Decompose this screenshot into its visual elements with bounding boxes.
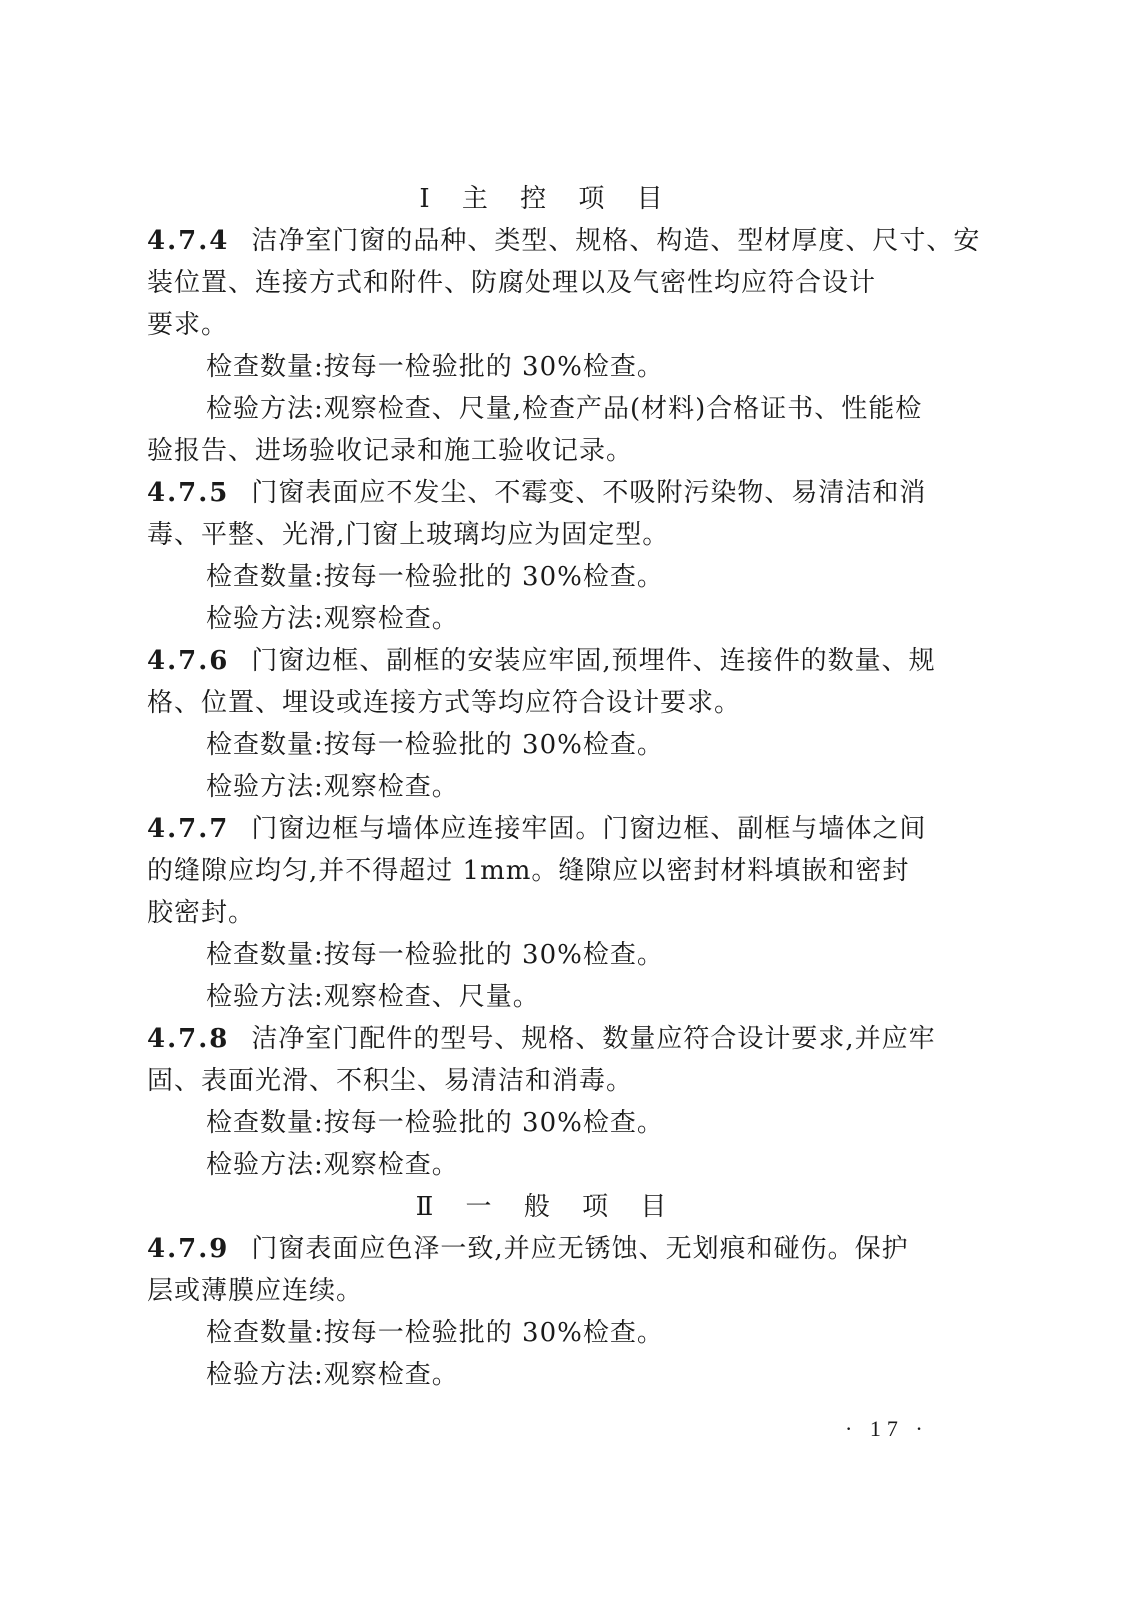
clause-number: 4.7.8 (147, 1024, 230, 1054)
section-heading-main-control: Ⅰ 主 控 项 目 (419, 184, 675, 214)
clause-4-7-5-check-method: 检验方法:观察检查。 (206, 604, 459, 634)
clause-4-7-6-check-quantity: 检查数量:按每一检验批的 30%检查。 (206, 730, 664, 760)
clause-4-7-7-check-method: 检验方法:观察检查、尺量。 (206, 982, 540, 1012)
clause-4-7-7-check-quantity: 检查数量:按每一检验批的 30%检查。 (206, 940, 664, 970)
clause-4-7-4-check-method-2: 验报告、进场验收记录和施工验收记录。 (147, 436, 634, 466)
clause-number: 4.7.9 (147, 1234, 230, 1264)
clause-4-7-6-line-1 (147, 640, 947, 682)
clause-4-7-4-check-quantity: 检查数量:按每一检验批的 30%检查。 (206, 352, 664, 382)
clause-4-7-9-line-2: 层或薄膜应连续。 (147, 1276, 364, 1306)
clause-4-7-5-line-2: 毒、平整、光滑,门窗上玻璃均应为固定型。 (147, 520, 670, 550)
page-number: · 17 · (845, 1416, 929, 1441)
clause-4-7-9-check-quantity: 检查数量:按每一检验批的 30%检查。 (206, 1318, 664, 1348)
clause-4-7-4-check-method-1: 检验方法:观察检查、尺量,检查产品(材料)合格证书、性能检 (206, 394, 923, 424)
clause-4-7-7-line-1 (147, 808, 947, 850)
clause-4-7-4-line-1 (147, 220, 981, 262)
clause-text: 门窗表面应色泽一致,并应无锈蚀、无划痕和碰伤。保护 (251, 1234, 909, 1264)
clause-4-7-8-check-quantity: 检查数量:按每一检验批的 30%检查。 (206, 1108, 664, 1138)
clause-4-7-8-check-method: 检验方法:观察检查。 (206, 1150, 459, 1180)
section-heading-general: Ⅱ 一 般 项 目 (415, 1192, 679, 1222)
clause-text: 门窗边框与墙体应连接牢固。门窗边框、副框与墙体之间 (251, 814, 927, 844)
clause-4-7-7-line-3: 胶密封。 (147, 898, 256, 928)
clause-4-7-5-line-1 (147, 472, 947, 514)
clause-text: 洁净室门窗的品种、类型、规格、构造、型材厚度、尺寸、安 (251, 226, 981, 256)
clause-number: 4.7.7 (147, 814, 230, 844)
clause-4-7-5-check-quantity: 检查数量:按每一检验批的 30%检查。 (206, 562, 664, 592)
clause-4-7-4-line-2: 装位置、连接方式和附件、防腐处理以及气密性均应符合设计 (147, 268, 877, 298)
clause-4-7-9-check-method: 检验方法:观察检查。 (206, 1360, 459, 1390)
clause-text: 门窗边框、副框的安装应牢固,预埋件、连接件的数量、规 (251, 646, 936, 676)
clause-4-7-8-line-2: 固、表面光滑、不积尘、易清洁和消毒。 (147, 1066, 634, 1096)
clause-number: 4.7.6 (147, 646, 230, 676)
clause-text: 洁净室门配件的型号、规格、数量应符合设计要求,并应牢 (251, 1024, 936, 1054)
clause-4-7-6-line-2: 格、位置、埋设或连接方式等均应符合设计要求。 (147, 688, 742, 718)
clause-number: 4.7.4 (147, 226, 230, 256)
clause-number: 4.7.5 (147, 478, 230, 508)
clause-text: 门窗表面应不发尘、不霉变、不吸附污染物、易清洁和消 (251, 478, 927, 508)
clause-4-7-7-line-2: 的缝隙应均匀,并不得超过 1mm。缝隙应以密封材料填嵌和密封 (147, 856, 910, 886)
clause-4-7-8-line-1 (147, 1018, 947, 1060)
clause-4-7-6-check-method: 检验方法:观察检查。 (206, 772, 459, 802)
clause-4-7-9-line-1 (147, 1228, 947, 1270)
clause-4-7-4-line-3: 要求。 (147, 310, 229, 340)
